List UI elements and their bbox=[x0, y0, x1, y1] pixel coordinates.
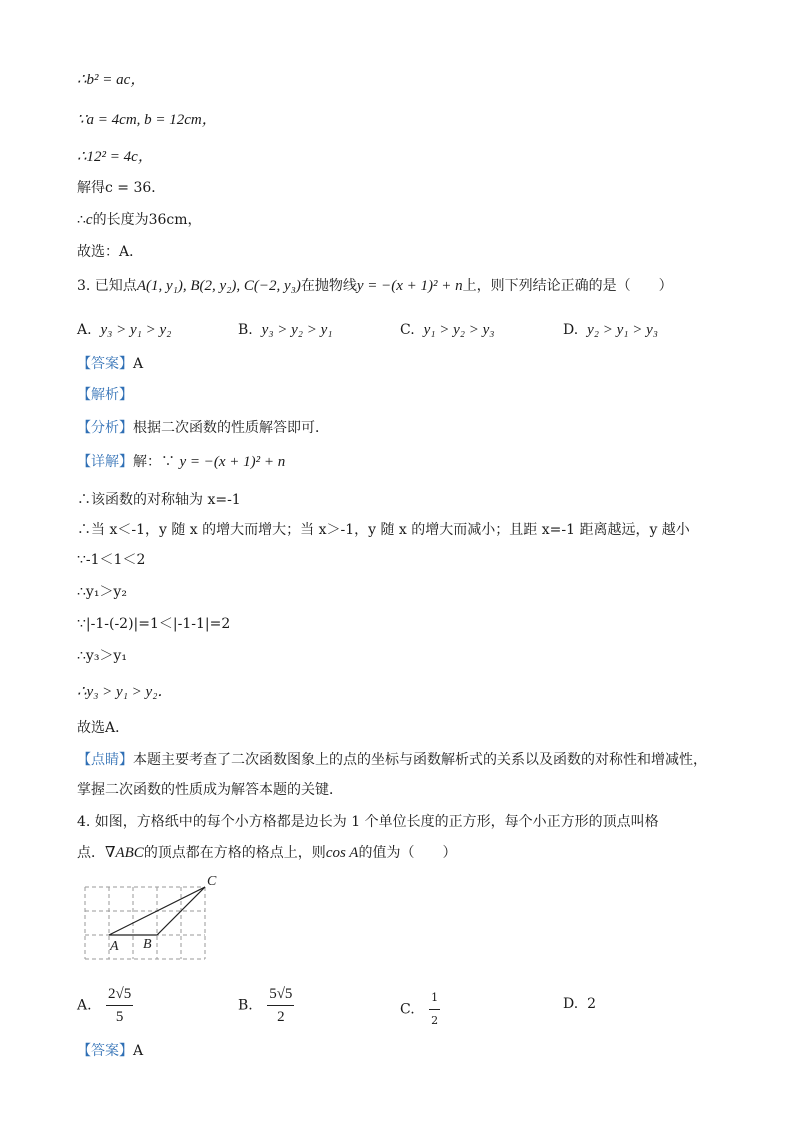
q3-option-b: B. y₃ > y₂ > y₁ bbox=[238, 322, 333, 338]
question-4-line-2: 点．∇ABC的顶点都在方格的格点上，则cos A的值为（ ） bbox=[77, 845, 457, 861]
q4-option-c: C. $\frac{1}{2}$ bbox=[400, 988, 440, 1031]
label-b: B bbox=[143, 937, 152, 952]
grid-figure bbox=[80, 872, 230, 962]
step-monotonic: ∴当 x＜-1，y 随 x 的增大而增大；当 x＞-1，y 随 x 的增大而减小；且距 x=-1 距离越远，y 越小 bbox=[77, 522, 690, 538]
q4-option-d: D. 2 bbox=[563, 996, 597, 1012]
fraction-a: $\frac{2√5}{5}$ bbox=[108, 986, 132, 1025]
line-c-length: ∴c的长度为36cm， bbox=[77, 212, 202, 228]
question-4-line-1: 4. 如图，方格纸中的每个小方格都是边长为 1 个单位长度的正方形，每个小正方形的顶点叫格 bbox=[77, 814, 659, 830]
q3-option-a: A. y₃ > y₁ > y₂ bbox=[77, 322, 172, 338]
analysis-label: 【解析】 bbox=[77, 387, 133, 403]
question-3: 3. 已知点A(1, y₁), B(2, y₂), C(−2, y₃)在抛物线y = −(x + 1)² + n上，则下列结论正确的是（ ） bbox=[77, 278, 673, 294]
step-compare: ∵-1＜1＜2 bbox=[77, 552, 146, 568]
q4-option-b: B. $\frac{5√5}{2}$ bbox=[238, 986, 293, 1025]
q3-option-c: C. y₁ > y₂ > y₃ bbox=[400, 322, 495, 338]
line-substitute: ∴12² = 4c， bbox=[77, 149, 153, 165]
dianjing-row-2: 掌握二次函数的性质成为解答本题的关键． bbox=[77, 782, 343, 798]
step-axis: ∴该函数的对称轴为 x=-1 bbox=[77, 492, 241, 508]
step-distance: ∵|-1-(-2)|=1＜|-1-1|=2 bbox=[77, 616, 231, 632]
dianjing-row-1: 【点睛】本题主要考查了二次函数图象上的点的坐标与函数解析式的关系以及函数的对称性和增减性， bbox=[77, 752, 707, 768]
answer2-row: 【答案】A bbox=[77, 1043, 144, 1059]
answer-row: 【答案】A bbox=[77, 356, 144, 372]
label-a: A bbox=[110, 939, 119, 954]
step-choose: 故选A． bbox=[77, 720, 130, 736]
step-y3-y1: ∴y₃＞y₁ bbox=[77, 648, 127, 664]
line-solve-c: 解得c = 36． bbox=[77, 180, 166, 196]
label-c: C bbox=[207, 874, 217, 889]
step-y1-y2: ∴y₁＞y₂ bbox=[77, 584, 127, 600]
q4-option-a: A. $\frac{2√5}{5}$ bbox=[77, 986, 132, 1025]
line-choose-a: 故选：A． bbox=[77, 244, 144, 260]
q3-option-d: D. y₂ > y₁ > y₃ bbox=[563, 322, 658, 338]
line-b-squared: ∴b² = ac， bbox=[77, 72, 146, 88]
fraction-c: $\frac{1}{2}$ bbox=[429, 988, 440, 1031]
fenxi-row: 【分析】根据二次函数的性质解答即可． bbox=[77, 420, 329, 436]
step-conclusion: ∴y₃ > y₁ > y₂． bbox=[77, 684, 173, 700]
fraction-b: $\frac{5√5}{2}$ bbox=[269, 986, 293, 1025]
xiangjie-row: 【详解】解：∵ y = −(x + 1)² + n bbox=[77, 454, 286, 470]
line-given-values: ∵a = 4cm, b = 12cm， bbox=[77, 112, 217, 128]
